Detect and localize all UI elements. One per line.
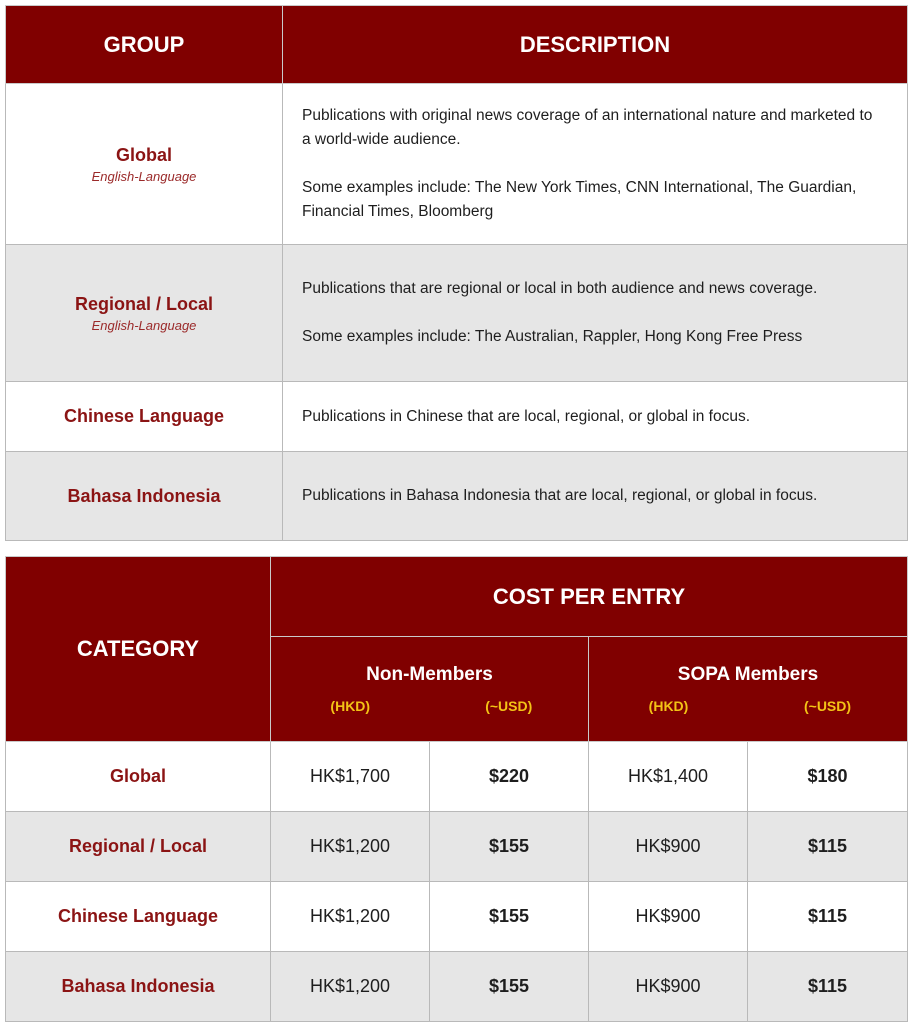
sopa-member-hkd-price: HK$900 xyxy=(589,952,748,1022)
category-column-header: CATEGORY xyxy=(6,557,271,742)
sopa-member-usd-price: $115 xyxy=(748,882,908,952)
usd-label: (~USD) xyxy=(803,698,852,714)
group-description: Publications in Chinese that are local, regional, or global in focus. xyxy=(302,407,751,425)
hkd-label: (HKD) xyxy=(330,698,371,714)
group-name-cell xyxy=(6,84,283,245)
cost-row-global xyxy=(6,742,908,812)
groups-header-row xyxy=(6,6,908,84)
group-description-cell xyxy=(283,245,908,382)
non-member-usd-price: $220 xyxy=(430,742,589,812)
non-member-usd-price: $155 xyxy=(430,882,589,952)
non-member-hkd-price: HK$1,200 xyxy=(271,882,430,952)
group-row-global xyxy=(6,84,908,245)
group-name: Regional / Local xyxy=(74,293,214,314)
non-member-usd-price: $155 xyxy=(430,812,589,882)
sopa-member-usd-price: $180 xyxy=(748,742,908,812)
non-member-hkd-price: HK$1,200 xyxy=(271,812,430,882)
group-name-cell xyxy=(6,452,283,541)
group-description: Publications in Bahasa Indonesia that are local, regional, or global in focus. xyxy=(302,487,818,504)
group-name-cell xyxy=(6,245,283,382)
group-column-header: GROUP xyxy=(6,6,283,84)
group-row-bahasa xyxy=(6,452,908,541)
category-cell: Regional / Local xyxy=(6,812,271,882)
sopa-members-header xyxy=(589,637,908,742)
group-examples: Some examples include: The Australian, Rappler, Hong Kong Free Press xyxy=(302,328,803,345)
cost-row-bahasa xyxy=(6,952,908,1022)
cost-header-row-1 xyxy=(6,557,908,637)
group-description: Publications with original news coverage of an international nature and marketed to a world-wide audience. xyxy=(302,107,873,148)
non-members-header xyxy=(271,637,589,742)
sopa-member-usd-price: $115 xyxy=(748,952,908,1022)
group-examples: Some examples include: The New York Times, CNN International, The Guardian, Financial Times, Bloomberg xyxy=(302,179,857,220)
group-name: Bahasa Indonesia xyxy=(67,485,221,506)
cost-per-entry-header: COST PER ENTRY xyxy=(271,557,908,637)
group-row-chinese xyxy=(6,382,908,452)
non-member-usd-price: $155 xyxy=(430,952,589,1022)
sopa-member-usd-price: $115 xyxy=(748,812,908,882)
groups-table xyxy=(5,5,908,541)
sopa-member-hkd-price: HK$900 xyxy=(589,812,748,882)
non-member-hkd-price: HK$1,200 xyxy=(271,952,430,1022)
sopa-member-hkd-price: HK$900 xyxy=(589,882,748,952)
group-description-cell xyxy=(283,382,908,452)
group-name: Chinese Language xyxy=(63,406,225,426)
group-description-cell xyxy=(283,84,908,245)
group-name-cell xyxy=(6,382,283,452)
group-row-regional xyxy=(6,245,908,382)
group-description: Publications that are regional or local in both audience and news coverage. xyxy=(302,280,818,297)
group-subtitle: English-Language xyxy=(91,168,197,184)
description-column-header: DESCRIPTION xyxy=(283,6,908,84)
non-members-label: Non-Members xyxy=(366,664,493,685)
category-cell: Bahasa Indonesia xyxy=(6,952,271,1022)
usd-label: (~USD) xyxy=(485,698,533,714)
group-name: Global xyxy=(115,144,172,165)
hkd-label: (HKD) xyxy=(648,698,689,714)
sopa-member-hkd-price: HK$1,400 xyxy=(589,742,748,812)
cost-table xyxy=(5,556,908,1022)
sopa-members-label: SOPA Members xyxy=(677,664,819,685)
category-cell: Chinese Language xyxy=(6,882,271,952)
group-subtitle: English-Language xyxy=(91,317,197,333)
group-description-cell xyxy=(283,452,908,541)
category-cell: Global xyxy=(6,742,271,812)
cost-row-regional xyxy=(6,812,908,882)
cost-row-chinese xyxy=(6,882,908,952)
non-member-hkd-price: HK$1,700 xyxy=(271,742,430,812)
